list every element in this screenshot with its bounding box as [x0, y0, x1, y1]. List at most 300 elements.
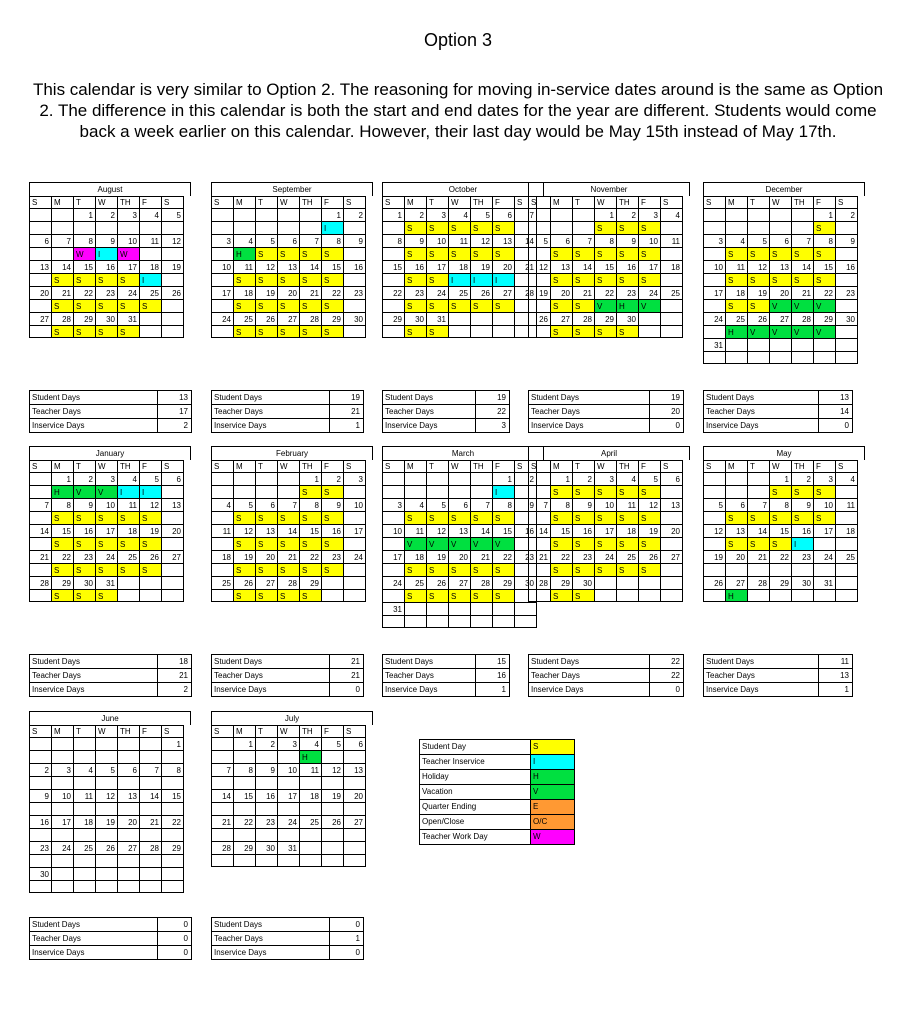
day-code: S — [595, 221, 617, 234]
day-code: S — [234, 589, 256, 602]
day-number: 7 — [30, 498, 52, 511]
day-code: I — [322, 221, 344, 234]
month-stats — [211, 917, 364, 960]
day-number: 10 — [427, 234, 449, 247]
day-number: 17 — [52, 815, 74, 828]
day-code: I — [792, 537, 814, 550]
weekday-label: S — [162, 460, 184, 472]
day-code — [383, 325, 405, 338]
day-number: 29 — [814, 312, 836, 325]
code-row — [30, 485, 191, 498]
day-number: 9 — [30, 789, 52, 802]
stat-row — [704, 655, 852, 668]
code-row — [529, 221, 690, 234]
day-number: 23 — [573, 550, 595, 563]
stat-label: Inservice Days — [706, 685, 759, 694]
day-number: 8 — [322, 234, 344, 247]
date-row — [529, 524, 690, 537]
day-code: S — [748, 273, 770, 286]
day-number: 22 — [493, 550, 515, 563]
month-july — [211, 711, 373, 867]
day-code: S — [52, 299, 74, 312]
day-code — [52, 828, 74, 841]
weekday-label: M — [405, 460, 427, 472]
day-code: S — [814, 221, 836, 234]
page-title: Option 3 — [423, 30, 493, 50]
weekday-label: W — [278, 460, 300, 472]
day-code — [118, 828, 140, 841]
day-code — [74, 776, 96, 789]
day-number — [405, 472, 427, 485]
day-code — [704, 537, 726, 550]
legend-code: V — [530, 785, 574, 799]
day-code: I — [449, 273, 471, 286]
stat-row — [529, 682, 683, 696]
code-row — [212, 776, 373, 789]
day-number: 10 — [212, 260, 234, 273]
weekday-label: W — [595, 460, 617, 472]
day-number: 19 — [471, 260, 493, 273]
day-code: S — [814, 273, 836, 286]
day-code — [449, 485, 471, 498]
day-code — [344, 325, 366, 338]
day-code: S — [118, 273, 140, 286]
day-code — [529, 563, 551, 576]
day-code — [30, 828, 52, 841]
month-title: October — [382, 182, 544, 196]
day-code: S — [639, 247, 661, 260]
day-number: 7 — [471, 498, 493, 511]
code-row — [383, 247, 544, 260]
day-number: 25 — [661, 286, 683, 299]
stat-row — [212, 682, 363, 696]
day-number: 23 — [30, 841, 52, 854]
day-number: 25 — [726, 312, 748, 325]
day-number — [256, 208, 278, 221]
day-code: S — [278, 511, 300, 524]
day-code — [661, 299, 683, 312]
day-number: 5 — [639, 472, 661, 485]
day-number: 5 — [529, 234, 551, 247]
day-code: S — [405, 221, 427, 234]
stat-value: 1 — [329, 932, 363, 945]
day-number: 19 — [427, 550, 449, 563]
day-code — [278, 828, 300, 841]
day-code — [639, 589, 661, 602]
day-number: 3 — [52, 763, 74, 776]
stat-row — [30, 668, 191, 682]
day-number: 6 — [493, 208, 515, 221]
day-number: 28 — [140, 841, 162, 854]
day-number: 19 — [162, 260, 184, 273]
day-code — [278, 750, 300, 763]
weeks — [211, 472, 373, 602]
code-row — [30, 563, 191, 576]
day-number: 31 — [427, 312, 449, 325]
month-january — [29, 446, 191, 602]
day-number: 11 — [449, 234, 471, 247]
stat-row — [704, 418, 852, 432]
day-code — [836, 485, 858, 498]
weekday-header — [211, 725, 373, 737]
date-row — [529, 472, 690, 485]
day-code: S — [74, 325, 96, 338]
day-number: 3 — [595, 472, 617, 485]
day-code — [234, 776, 256, 789]
stat-row — [212, 404, 363, 418]
day-code — [344, 563, 366, 576]
day-number: 15 — [551, 524, 573, 537]
weekday-label: S — [344, 196, 366, 208]
weeks — [528, 472, 690, 602]
weekday-label: TH — [118, 460, 140, 472]
date-row — [212, 498, 373, 511]
day-number: 5 — [427, 498, 449, 511]
day-number — [212, 472, 234, 485]
code-row — [30, 854, 191, 867]
day-code: S — [96, 537, 118, 550]
day-number: 11 — [300, 763, 322, 776]
date-row — [704, 498, 865, 511]
day-code — [212, 247, 234, 260]
day-code: S — [74, 299, 96, 312]
day-code: S — [617, 537, 639, 550]
weekday-header — [211, 196, 373, 208]
stat-row — [383, 391, 509, 404]
day-number: 8 — [52, 498, 74, 511]
day-code — [162, 750, 184, 763]
day-number: 15 — [74, 260, 96, 273]
day-number: 4 — [661, 208, 683, 221]
day-number: 12 — [234, 524, 256, 537]
day-number — [30, 208, 52, 221]
day-number — [493, 602, 515, 615]
day-code — [661, 537, 683, 550]
day-number: 4 — [836, 472, 858, 485]
day-code: S — [639, 537, 661, 550]
day-number: 26 — [234, 576, 256, 589]
day-number — [661, 576, 683, 589]
code-row — [212, 247, 373, 260]
day-number: 20 — [726, 550, 748, 563]
code-row — [529, 511, 690, 524]
day-number: 23 — [256, 815, 278, 828]
stat-label: Teacher Days — [706, 407, 755, 416]
day-code — [836, 247, 858, 260]
day-number: 18 — [405, 550, 427, 563]
weekday-label: TH — [118, 196, 140, 208]
day-code: S — [471, 511, 493, 524]
day-code — [74, 854, 96, 867]
day-number: 11 — [405, 524, 427, 537]
day-number: 10 — [383, 524, 405, 537]
day-number: 13 — [30, 260, 52, 273]
day-code: S — [405, 511, 427, 524]
day-number: 23 — [322, 550, 344, 563]
stat-row — [212, 655, 363, 668]
weeks — [29, 208, 191, 338]
day-code: V — [814, 325, 836, 338]
day-number — [770, 208, 792, 221]
day-number: 20 — [493, 260, 515, 273]
day-code — [383, 589, 405, 602]
stat-row — [704, 682, 852, 696]
day-code — [162, 563, 184, 576]
weekday-label: S — [383, 460, 405, 472]
code-row — [704, 299, 865, 312]
date-row — [212, 312, 373, 325]
day-number — [449, 472, 471, 485]
month-stats — [29, 917, 192, 960]
day-number: 3 — [383, 498, 405, 511]
day-code — [140, 589, 162, 602]
day-number: 16 — [573, 524, 595, 537]
day-code: S — [471, 589, 493, 602]
stat-value: 0 — [157, 932, 191, 945]
day-code — [278, 854, 300, 867]
code-row — [212, 828, 373, 841]
day-number: 26 — [96, 841, 118, 854]
day-number: 20 — [551, 286, 573, 299]
stat-label: Student Days — [214, 657, 263, 666]
day-number: 24 — [118, 286, 140, 299]
stat-value: 19 — [649, 391, 683, 404]
day-code: V — [449, 537, 471, 550]
day-code — [30, 854, 52, 867]
day-code — [704, 351, 726, 364]
day-number: 25 — [140, 286, 162, 299]
day-number: 30 — [792, 576, 814, 589]
date-row — [212, 472, 373, 485]
day-number: 7 — [300, 234, 322, 247]
day-code: S — [493, 511, 515, 524]
page-description: This calendar is very similar to Option 2. The reasoning for moving in-service dates around is the same as Option 2. The difference in this calendar is both the start and end dates for the year are different. Students would come back a week earlier on this calendar. However, their last day would be May 15th instead of May 17th. — [32, 80, 884, 141]
date-row — [529, 312, 690, 325]
stat-row — [30, 918, 191, 931]
month-may — [703, 446, 865, 602]
day-number: 25 — [405, 576, 427, 589]
day-code — [212, 511, 234, 524]
day-number: 3 — [704, 234, 726, 247]
day-code: S — [74, 511, 96, 524]
day-code — [344, 511, 366, 524]
weekday-label: F — [814, 460, 836, 472]
month-september — [211, 182, 373, 338]
day-number: 4 — [726, 234, 748, 247]
stat-label: Inservice Days — [385, 685, 438, 694]
day-code: S — [449, 511, 471, 524]
weekday-label: S — [162, 725, 184, 737]
day-code: S — [493, 563, 515, 576]
day-code: S — [573, 485, 595, 498]
day-number: 5 — [704, 498, 726, 511]
day-number: 5 — [256, 234, 278, 247]
day-code — [162, 325, 184, 338]
day-code: S — [573, 299, 595, 312]
day-number: 20 — [256, 550, 278, 563]
day-code — [96, 854, 118, 867]
day-code — [256, 776, 278, 789]
day-number: 21 — [471, 550, 493, 563]
day-code: S — [449, 221, 471, 234]
day-number: 22 — [814, 286, 836, 299]
day-number: 28 — [471, 576, 493, 589]
day-code — [212, 325, 234, 338]
day-number: 16 — [74, 524, 96, 537]
day-code — [639, 325, 661, 338]
day-code — [344, 776, 366, 789]
stat-row — [704, 391, 852, 404]
month-title: February — [211, 446, 373, 460]
day-number: 15 — [162, 789, 184, 802]
date-row — [30, 286, 191, 299]
day-number — [449, 312, 471, 325]
day-code — [748, 221, 770, 234]
stat-value: 3 — [475, 419, 509, 432]
day-code — [529, 485, 551, 498]
day-code: S — [300, 537, 322, 550]
stat-label: Inservice Days — [706, 421, 759, 430]
day-code — [529, 247, 551, 260]
stat-label: Teacher Days — [385, 407, 434, 416]
day-code: S — [726, 273, 748, 286]
day-number: 14 — [471, 524, 493, 537]
day-number: 6 — [162, 472, 184, 485]
weeks — [29, 472, 191, 602]
day-number: 24 — [814, 550, 836, 563]
date-row — [383, 576, 544, 589]
day-number: 5 — [471, 208, 493, 221]
day-code: S — [573, 563, 595, 576]
day-code: S — [300, 511, 322, 524]
day-number: 8 — [551, 498, 573, 511]
day-number: 28 — [52, 312, 74, 325]
date-row — [30, 234, 191, 247]
day-number: 21 — [515, 260, 537, 273]
day-code: V — [792, 325, 814, 338]
day-number — [493, 312, 515, 325]
day-code — [278, 221, 300, 234]
day-number: 28 — [278, 576, 300, 589]
day-code — [661, 485, 683, 498]
stat-row — [529, 668, 683, 682]
weekday-label: TH — [300, 460, 322, 472]
code-row — [212, 589, 373, 602]
day-number: 28 — [515, 286, 537, 299]
day-number: 29 — [770, 576, 792, 589]
day-code: S — [471, 563, 493, 576]
code-row — [383, 589, 544, 602]
day-number: 5 — [162, 208, 184, 221]
day-code — [212, 273, 234, 286]
stat-value: 2 — [157, 683, 191, 696]
day-code: V — [770, 299, 792, 312]
code-row — [383, 537, 544, 550]
day-number: 30 — [515, 576, 537, 589]
day-code — [704, 325, 726, 338]
weekday-label: F — [140, 460, 162, 472]
day-number — [427, 602, 449, 615]
day-number: 3 — [814, 472, 836, 485]
day-code: V — [595, 299, 617, 312]
day-code: S — [234, 537, 256, 550]
day-code — [212, 854, 234, 867]
day-number — [118, 576, 140, 589]
day-number: 11 — [212, 524, 234, 537]
code-row — [529, 485, 690, 498]
day-code — [344, 485, 366, 498]
code-row — [30, 299, 191, 312]
legend-code: S — [530, 740, 574, 754]
month-title: August — [29, 182, 191, 196]
day-code: H — [726, 589, 748, 602]
day-number: 26 — [140, 550, 162, 563]
day-code — [814, 537, 836, 550]
day-number: 13 — [256, 524, 278, 537]
day-code: S — [814, 247, 836, 260]
day-code — [661, 221, 683, 234]
day-code: S — [278, 273, 300, 286]
day-number: 9 — [573, 498, 595, 511]
day-code — [529, 511, 551, 524]
weekday-label: S — [529, 196, 551, 208]
day-number — [471, 472, 493, 485]
weekday-label: T — [748, 460, 770, 472]
day-code — [212, 537, 234, 550]
stat-value: 0 — [157, 946, 191, 959]
day-number: 28 — [792, 312, 814, 325]
day-number: 19 — [140, 524, 162, 537]
day-number — [836, 576, 858, 589]
day-number: 15 — [300, 524, 322, 537]
day-code — [162, 299, 184, 312]
stat-label: Inservice Days — [214, 685, 267, 694]
day-code: S — [234, 299, 256, 312]
month-title: November — [528, 182, 690, 196]
day-number: 19 — [96, 815, 118, 828]
day-number: 4 — [617, 472, 639, 485]
day-code — [529, 221, 551, 234]
month-stats — [703, 654, 853, 697]
day-code: S — [471, 299, 493, 312]
stat-row — [30, 945, 191, 959]
day-code — [162, 247, 184, 260]
day-number — [726, 208, 748, 221]
day-code — [322, 802, 344, 815]
weekday-label: S — [344, 460, 366, 472]
weekday-label: S — [515, 196, 537, 208]
stat-label: Teacher Days — [32, 934, 81, 943]
day-number: 8 — [595, 234, 617, 247]
day-code: S — [617, 563, 639, 576]
day-number: 9 — [792, 498, 814, 511]
stat-row — [212, 945, 363, 959]
day-number — [748, 208, 770, 221]
day-code — [836, 325, 858, 338]
weekday-label: S — [30, 196, 52, 208]
day-number: 11 — [74, 789, 96, 802]
day-number: 17 — [704, 286, 726, 299]
legend-label: Open/Close — [422, 817, 465, 826]
day-code — [234, 828, 256, 841]
month-title: April — [528, 446, 690, 460]
day-code: H — [726, 325, 748, 338]
day-number: 6 — [30, 234, 52, 247]
day-code — [770, 563, 792, 576]
stat-value: 21 — [157, 669, 191, 682]
day-code: I — [96, 247, 118, 260]
date-row — [383, 312, 544, 325]
